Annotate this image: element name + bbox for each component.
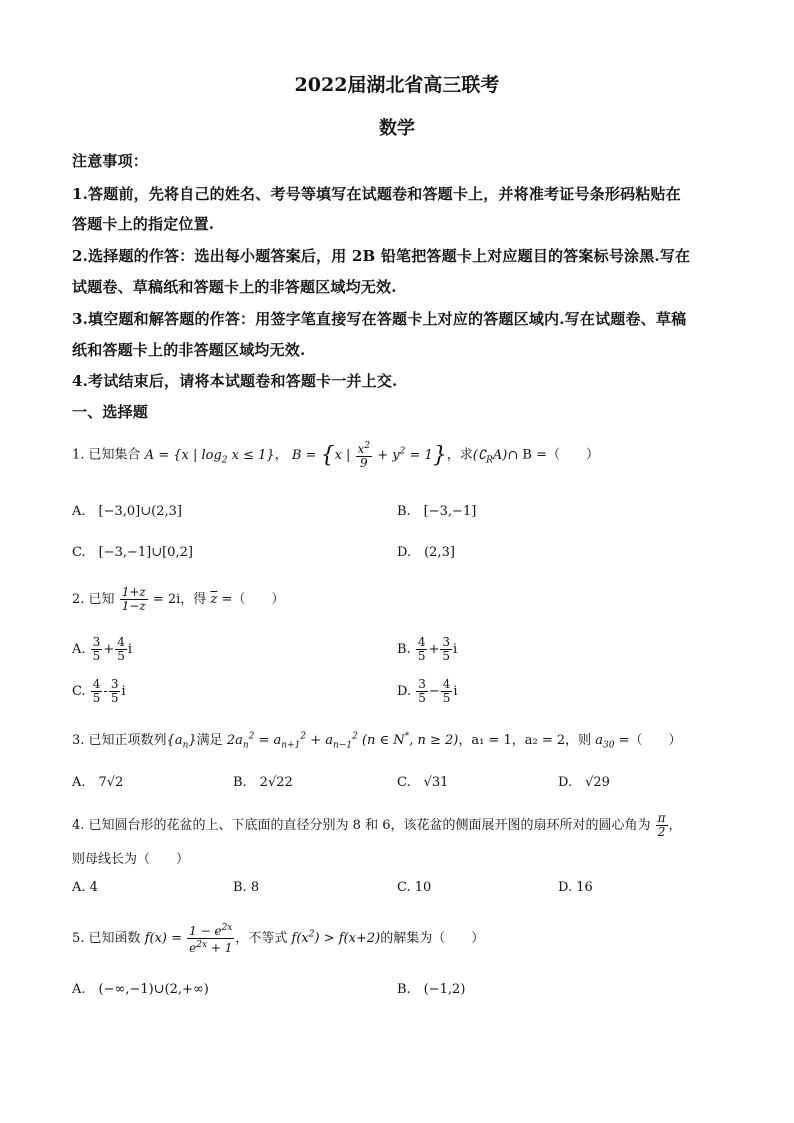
q3-end: =（ ） [618, 733, 682, 748]
question-1: 1. 已知集合 A = {x | $\log_2 x \le 1$}， B = {x | $\frac{x^2}{9}$ + $y^2 = 1$}，求$(∁_RA)\cap$ B =（ ） [72, 441, 599, 470]
q3-option-d: D. √29 [558, 775, 610, 790]
q2-conjugate: $\overline{z}$ [210, 592, 218, 607]
q1-set-a: A = {x | $\log_2 x \le 1$} [144, 447, 275, 466]
q3-sequence: $\{a_n\}$ [166, 733, 197, 751]
q4-option-c: C. 10 [397, 880, 432, 895]
q4-option-b: B. 8 [233, 880, 260, 895]
notice-item-1-line-1: 1.答题前，先将自己的姓名、考号等填写在试题卷和答题卡上，并将准考证号条形码粘贴在 [72, 185, 681, 203]
q2-option-d: D. $\frac{3}{5}$ − $\frac{4}{5}$ i [397, 677, 458, 705]
q1-option-b: B. [−3,−1] [397, 504, 477, 519]
question-2 [72, 586, 284, 613]
q2-option-c: C. $\frac{4}{5}$ - $\frac{3}{5}$ i [72, 677, 126, 705]
notice-item-1-line-2: 答题卡上的指定位置. [72, 215, 215, 233]
q5-end: 的解集为（ ） [380, 931, 485, 946]
notice-heading: 注意事项： [72, 152, 149, 170]
notice-item-3-line-2: 纸和答题卡上的非答题区域均无效. [72, 341, 306, 359]
q5-option-a: A. (−∞,−1)∪(2,+∞) [72, 982, 209, 997]
notice-item-4: 4.考试结束后，请将本试题卷和答题卡一并上交. [72, 372, 398, 390]
q4-line-2: 则母线长为（ ） [72, 852, 190, 867]
notice-item-2-line-1: 2.选择题的作答：选出每小题答案后，用 2B 铅笔把答题卡上对应题目的答案标号涂黑.写在 [72, 247, 691, 265]
q2-option-a: A. $\frac{3}{5}$ + $\frac{4}{5}$ i [72, 635, 133, 663]
q3-recurrence: $2a_n^2 = a_{n+1}^2 + a_{n-1}^2$ (n ∈ N*, n ≥ 2) [226, 731, 459, 751]
q4-line-1: 4. 已知圆台形的花盆的上、下底面的直径分别为 8 和 6，该花盆的侧面展开图的扇环所对的圆心角为 [72, 818, 651, 833]
q1-tail: ，求 [446, 447, 473, 463]
q2-option-a-label: A. [72, 642, 86, 657]
q2-option-b-label: B. [397, 642, 411, 657]
q1-complement: $(∁_RA)\cap$ [472, 447, 519, 466]
notice-item-3-line-1: 3.填空题和解答题的作答：用签字笔直接写在答题卡上对应的答题区域内.写在试题卷、草稿 [72, 310, 687, 328]
q2-lead: 2. 已知 [72, 592, 115, 607]
q1-option-d: D. (2,3] [397, 545, 455, 560]
subject-title: 数学 [379, 118, 415, 139]
q3-initial: ，a₁ = 1，a₂ = 2，则 [458, 733, 592, 748]
q3-option-c: C. √31 [397, 775, 449, 790]
exam-title: 2022届湖北省高三联考 [294, 74, 500, 96]
q5-inequality: $f(x^2) > f(x+2)$ [291, 929, 381, 946]
q4-option-a: A. 4 [72, 880, 98, 895]
q1-set-b: B = {x | $\frac{x^2}{9}$ + $y^2 = 1$} [291, 441, 447, 470]
q3-option-b: B. 2√22 [233, 775, 293, 790]
q5-lead: 5. 已知函数 [72, 931, 141, 946]
q2-option-b: B. $\frac{4}{5}$ + $\frac{3}{5}$ i [397, 635, 458, 663]
q1-option-a: A. [−3,0]∪(2,3] [72, 504, 182, 519]
section-heading: 一、选择题 [72, 403, 149, 421]
question-4: 4. 已知圆台形的花盆的上、下底面的直径分别为 8 和 6，该花盆的侧面展开图的扇环所对的圆心角为 $\frac{\pi}{2}$ ， [72, 811, 682, 839]
q3-condition-label: 满足 [196, 733, 223, 748]
q2-option-c-label: C. [72, 684, 86, 699]
q2-option-d-label: D. [397, 684, 412, 699]
q5-option-b: B. (−1,2) [397, 982, 466, 997]
notice-item-2-line-2: 试题卷、草稿纸和答题卡上的非答题区域均无效. [72, 278, 397, 296]
q4-option-d: D. 16 [558, 880, 593, 895]
q3-lead: 3. 已知正项数列 [72, 733, 167, 748]
question-3 [72, 729, 682, 751]
q2-end: =（ ） [221, 592, 285, 607]
q3-target: $a_{30}$ [595, 733, 615, 751]
q5-mid: ，不等式 [235, 931, 288, 946]
q4-angle: $\frac{\pi}{2}$ [657, 811, 666, 839]
q2-mid: = 2i，得 [152, 592, 207, 607]
q1-end: B =（ ） [522, 447, 599, 463]
q5-function: f(x) = $\frac{1 - e^{2x}}{e^{2x} + 1}$ [144, 923, 233, 955]
q2-fraction: $\frac{1+z}{1-z}$ [121, 585, 146, 613]
q1-option-c: C. [−3,−1]∪[0,2] [72, 545, 193, 560]
question-5 [72, 922, 484, 955]
q1-lead: 1. 已知集合 [72, 447, 141, 463]
q3-option-a: A. 7√2 [72, 775, 124, 790]
